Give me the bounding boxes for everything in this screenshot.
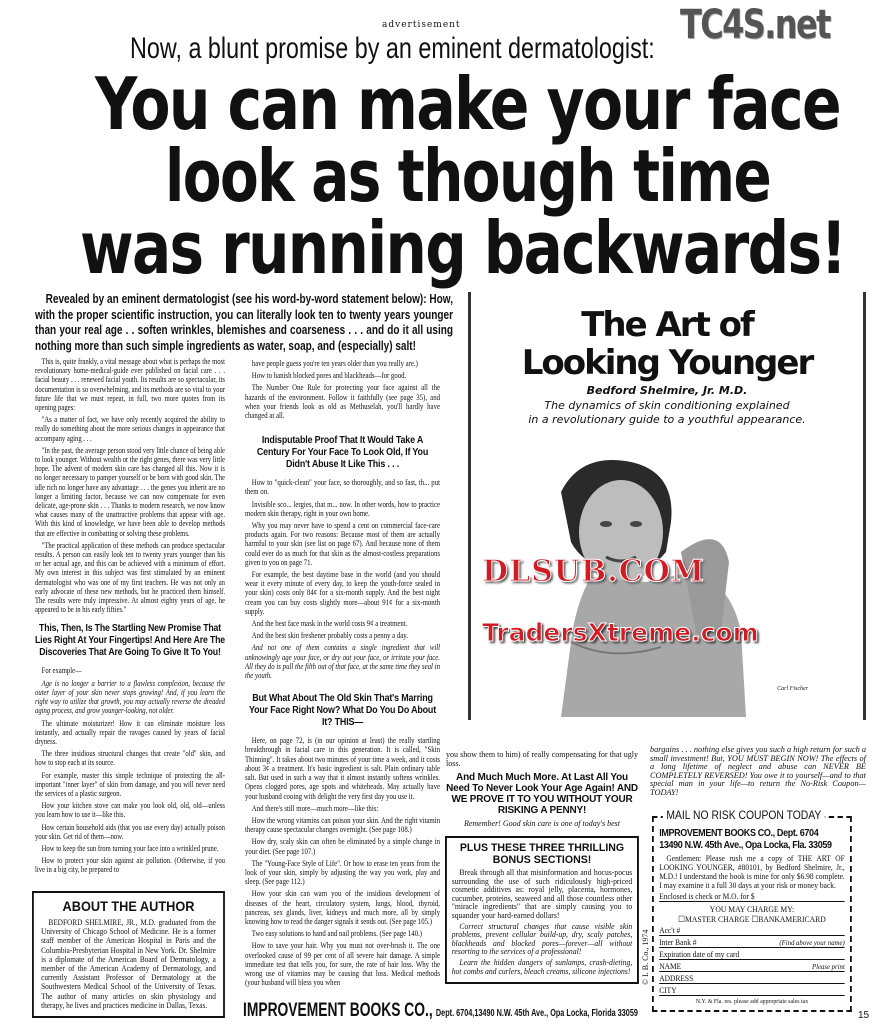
paragraph: How certain household aids (that you use every day) actually poison your skin. Get rid of them—now. — [35, 822, 225, 841]
book-title-line-1: The Art of — [581, 305, 753, 345]
section-heading: And Much Much More. At Last All You Need To Never Look Your Age Again! AND WE PROVE IT TO YOU WITHOUT YOUR RISKING A PENNY! — [446, 772, 638, 817]
master-charge-checkbox[interactable]: ☐ — [678, 914, 686, 924]
paragraph: And the best face mask in the world costs 9¢ a treatment. — [251, 619, 408, 629]
advertisement-label: advertisement — [382, 20, 461, 30]
paragraph: And there's still more—much more—like this: — [251, 803, 379, 813]
footer-company: IMPROVEMENT BOOKS CO., — [243, 1000, 433, 1021]
paragraph: How to banish blocked pores and blackheads—for good. — [251, 371, 407, 381]
paragraph: "As a matter of fact, we have only recently acquired the ability to really do something about the more serious changes in appearance that accompany aging . . . — [35, 415, 225, 443]
book-author: Bedford Shelmire, Jr. M.D. — [586, 384, 748, 397]
interbank-number-field[interactable] — [659, 938, 845, 948]
tagline-line-2: in a revolutionary guide to a youthful appearance. — [528, 413, 806, 426]
order-coupon[interactable] — [652, 810, 852, 1012]
tagline-line-1: The dynamics of skin conditioning explained — [544, 399, 790, 412]
paragraph: Two easy solutions to hand and nail problems. (See page 140.) — [251, 929, 423, 939]
bonus-item: Break through all that misinformation and hocus-pocus surrounding the use of such ridiculously high-priced cosmetic additives as: royal jelly, placenta, hormones, cucumber, proteins, seaweed and all those countless other "miracle ingredients" that are simply causing you to squander your hard-earned dollars! — [451, 868, 633, 920]
author-box-title: ABOUT THE AUTHOR — [62, 898, 195, 914]
book-cover — [468, 292, 866, 720]
remember-line: Remember! Good skin care is one of today's best — [463, 819, 621, 829]
subheadline: Now, a blunt promise by an eminent dermatologist: — [130, 32, 655, 65]
headline-line-3: was running backwards! — [80, 206, 846, 290]
paragraph-list — [35, 666, 225, 874]
bonus-item: Correct structural changes that cause visible skin problems, prevent cellular build-up, dry, scaly patches, blackheads and blocked pores—forever—all without resorting to the services of a professional! — [451, 921, 633, 957]
footer-company-address — [243, 1000, 638, 1025]
page-number: 15 — [858, 1010, 870, 1021]
watermark-top: TC4S.net — [680, 2, 830, 48]
book-title-line-2: Looking Younger — [521, 343, 813, 383]
bankamericard-checkbox[interactable]: ☐ — [751, 914, 759, 924]
book-title — [471, 306, 863, 382]
paragraph: How your kitchen stove can make you look old, old, old—unless you learn how to use it—like this. — [35, 801, 225, 820]
paragraph: For example— — [41, 666, 82, 676]
author-bio: BEDFORD SHELMIRE, JR., M.D. graduated from the University of Chicago School of Medicine. He is a former staff member of the American Hospital in Paris and the Columbia-Presbyterian Hospital in New York. Dr. Shelmire is a diplomate of the American Board of Dermatology, a member of the American Academy of Dermatology, and currently Assistant Professor of Dermatology at the Southwestern Medical School of the University of Texas. The author of many articles on skin physiology and therapy, he lives and practices medicine in Dallas, Texas. — [41, 918, 216, 1010]
paragraph: For example, master this simple technique of protecting the all-important "inner layer" of skin from damage, and you will never need the services of a plastic surgeon. — [35, 770, 225, 798]
section-heading: But What About The Old Skin That's Marring Your Face Right Now? What Do You Do About It? THIS— — [248, 692, 437, 729]
paragraph-list — [245, 359, 440, 420]
intro-paragraph: Revealed by an eminent dermatologist (see his word-by-word statement below): How, with the proper scientific instruction, you can literally look ten to twenty years younger than your real age . . soften wrinkles, blemishes and coarseness . . . and do it all using nothing more than such simple ingredients as water, soap, and (especially) salt! — [35, 291, 453, 353]
bonus-sections-box — [445, 836, 639, 984]
interbank-label: Inter Bank # — [659, 938, 697, 947]
paragraph: have people guess you're ten years older than you really are.) — [251, 359, 418, 368]
section-heading: This, Then, Is The Startling New Promise That Lies Right At Your Fingertips! And Here Are The Discoveries That Are Going To Give It To You! — [35, 622, 225, 659]
name-label: NAME — [659, 962, 682, 971]
paragraph: How the wrong vitamins can poison your skin. And the right vitamin therapy cause spectacular changes overnight. (See page 108.) — [245, 815, 440, 835]
photo-credit: Carl Fischer — [777, 686, 808, 692]
paragraph-list — [245, 478, 440, 680]
headline-line-1: You can make your face — [95, 62, 841, 146]
paragraph-list — [35, 357, 225, 614]
please-print-note: Please print — [811, 962, 845, 971]
paragraph: For example, the best daytime base in the world (and you should wear it every minute of every day, to keep the youth-force sealed in your skin) costs only 84¢ for a six-month supply. And the best night cream you can buy costs slightly more—about 91¢ for a six-month supply. — [245, 570, 440, 616]
coupon-company-name: IMPROVEMENT BOOKS CO., Dept. 6704 — [659, 828, 819, 839]
paragraph: And the best skin freshener probably costs a penny a day. — [251, 631, 408, 641]
paragraph: The "Young-Face Style of Life". Or how to erase ten years from the look of your skin, simply by adjusting the way you work, play and sleep. (See page 112.) — [245, 858, 440, 887]
name-field[interactable] — [659, 962, 845, 972]
coupon-body: Gentlemen: Please rush me a copy of THE ART OF LOOKING YOUNGER, #80101, by Bedford Shelmire, Jr., M.D.! I understand the book is mine for only $6.98 complete. I may examine it a full 30 days at your risk or money back. — [659, 854, 845, 890]
bonus-title: PLUS THESE THREE THRILLING BONUS SECTIONS! — [459, 842, 625, 866]
city-field[interactable] — [659, 986, 845, 996]
option-master-charge: MASTER CHARGE — [685, 914, 750, 924]
paragraph: How to protect your skin against air pollution. (Otherwise, if you live in a big city, be prepared to — [35, 856, 225, 875]
city-label: CITY — [659, 986, 677, 995]
sales-tax-note: N.Y. & Fla. res. please add appropriate sales tax — [695, 998, 809, 1005]
about-the-author-box — [32, 891, 225, 1018]
paragraph: How your skin can warn you of the insidious development of diseases of the heart, circulatory system, lungs, blood, thyroid, pancreas, sex glands, liver, kidneys and much more, all by simply knowing how to read the danger signals it sends out. (See page 105.) — [245, 889, 440, 926]
expiration-date-field[interactable] — [659, 950, 845, 960]
account-label: Acc't # — [659, 926, 681, 935]
paragraph: The Number One Rule for protecting your face against all the hazards of the environment. Follow it faithfully (see page 35), and when your friends look as old as Methuselah, you'll hardly have changed at all. — [245, 383, 440, 421]
address-field[interactable] — [659, 974, 845, 984]
option-bankamericard: BANKAMERICARD — [758, 914, 826, 924]
account-number-field[interactable] — [659, 926, 845, 936]
paragraph: Here, on page 72, is (in our opinion at least) the really startling breakthrough in facial care in this generation. It is called, "Skin Thinning". It takes about two minutes of your time a week, and it costs about 3¢ a treatment. It's basic ingredient is salt. Plain ordinary table salt. But used in such a way that it almost instantly softens wrinkles. Opens clogged pores, age spots and whiteheads. May actually have your husband cooing with delight the very first day you use it. — [245, 736, 440, 801]
paragraph: you show them to him) of really compensating for that ugly loss. — [446, 750, 638, 769]
paragraph: Invisible sco... lergies, that m... now. In other words, how to practice modern skin therapy, right in your own home. — [245, 499, 440, 518]
enclosed-label: Enclosed is check or M.O. for $ — [659, 892, 755, 901]
expiration-label: Expiration date of my card — [659, 950, 740, 959]
section-heading: Indisputable Proof That It Would Take A Century For Your Face To Look Old, If You Didn't Abuse It Like This . . . — [256, 434, 429, 471]
paragraph: How dry, scaly skin can often be eliminated by a simple change in your diet. (See page 107.) — [245, 837, 440, 856]
coupon-company — [659, 828, 845, 852]
paragraph: "The practical application of these methods can produce spectacular results. A person can easily look ten to twenty years younger than his or her actual age, and this can be achieved with a minimum of effort. My own interest in this subject was first stimulated by an eminent dermatologist who was one of my first teachers. He was not only an early advocate of these new methods, but he practiced them himself. The results were truly impressive. At almost eighty years of age, he appeared to be in his early fifties." — [35, 540, 225, 615]
charge-options — [659, 914, 845, 924]
copyright: © I. B. Co., 1974 — [641, 929, 650, 985]
paragraph: The ultimate moisturizer! How it can eliminate moisture loss instantly, and actually repair the ravages caused by years of facial dryness. — [35, 718, 225, 746]
paragraph: How to "quick-clean" your face, so thoroughly, and so fast, th... put them on. — [245, 478, 440, 497]
headline-line-2: look as though time — [165, 134, 771, 218]
column-1 — [35, 357, 225, 878]
coupon-address: 13490 N.W. 45th Ave., Opa Locka, Fla. 33059 — [659, 840, 832, 851]
find-above-note: (Find above your name) — [779, 938, 845, 947]
closing-paragraph: bargains . . . nothing else gives you such a high return for such a small investment! But, YOU MUST BEGIN NOW! The effects of a long lifetime of neglect and abuse can NEVER BE COMPLETELY REVERSED! You owe it to yourself—and to that special man in your life—to return the No-Risk Coupon—TODAY! — [650, 745, 866, 797]
footer-address: Dept. 6704,13490 N.W. 45th Ave., Opa Locka, Florida 33059 — [435, 1008, 638, 1019]
column-2 — [245, 359, 440, 990]
paragraph-list — [245, 736, 440, 987]
paragraph: This is, quite frankly, a vital message about what is perhaps the most revolutionary home-medical-guide ever published on facial care . . . facial beauty . . . renewed facial youth. Its results are so spectacular, its documentation is so overwhelming, and its methods are so vital to your future life that we must repeat, in full, two more quotes from its opening pages: — [35, 357, 225, 413]
paragraph: Age is no longer a barrier to a flawless complexion, because the outer layer of your skin never stops growing! And, if you learn the right way to utilize that growth, you may actually reverse the dreaded aging process, and grow younger-looking, not older. — [35, 678, 225, 716]
column-4 — [650, 746, 866, 798]
watermark-bottom: TradersXtreme.com — [482, 618, 759, 647]
book-tagline — [471, 399, 863, 427]
enclosed-amount-field[interactable] — [659, 892, 845, 902]
coupon-title: MAIL NO RISK COUPON TODAY — [663, 810, 825, 823]
paragraph: "In the past, the average person stood very little chance of being able to look younger. Without wealth or the right genes, there was very little hope. The advent of modern skin care has changed all this. Now it is no longer necessary to pamper yourself or be born with good skin. The idle rich no longer have any advantage . . . the genes you inherit are no longer a limiting factor, because we can now compensate for even delicate, age-prone skin . . . Thanks to modern research, we now know what causes many of the unattractive problems that appear with age. With this kind of knowledge, we have been able to develop methods that are effective in combatting or solving these problems. — [35, 445, 225, 538]
paragraph: Why you may never have to spend a cent on commercial face-care products again. For two reasons: Because most of them are actually harmful to your skin (see list on page 67). And because none of them could ever do as much for that skin as the almost-costless preparations given to you on page 71. — [245, 521, 440, 567]
column-3 — [446, 750, 638, 832]
paragraph: How to keep the sun from turning your face into a wrinkled prune. — [41, 843, 219, 853]
address-label: ADDRESS — [659, 974, 694, 983]
paragraph: And not one of them contains a single ingredient that will unknowingly age your face, or dry out your face, or irritate your face. All they do is pull the filth out of that face, at the same time they seal in the youth. — [245, 643, 440, 681]
paragraph: The three insidious structural changes that create "old" skin, and how to stop each at its source. — [35, 749, 225, 768]
watermark-middle: DLSUB.COM — [482, 554, 705, 589]
charge-heading: YOU MAY CHARGE MY: — [709, 904, 795, 914]
bonus-item: Learn the hidden dangers of sunlamps, crash-dieting, hot combs and curlers, bleach creams, silicone injections! — [451, 957, 633, 976]
paragraph: How to save your hair. Why you must not over-brush it. The one overlooked cause of 99 per cent of all severe hair damage. A simple immediate test that tells you, for sure, the rate of hair loss. Why the wrong use of vitamins may be causing that loss. Medical methods (your husband will bless you when — [245, 941, 440, 988]
